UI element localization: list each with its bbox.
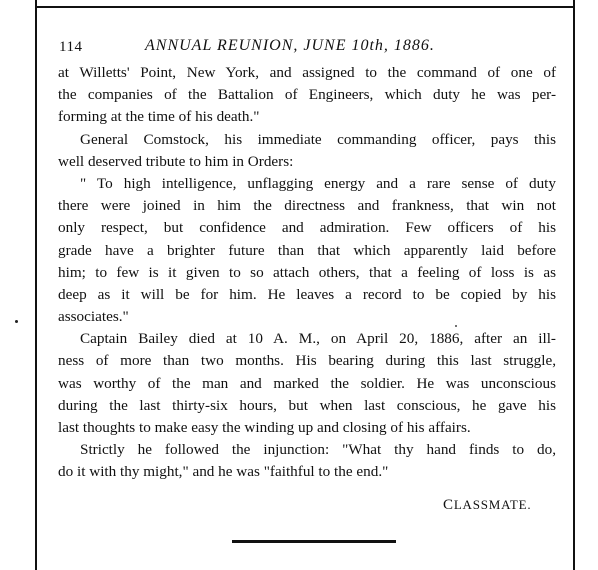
text-line: grade have a brighter future than that which apparently laid before (58, 241, 556, 259)
text-line: deep as it will be for him. He leaves a record to be copied by his (58, 285, 556, 303)
page-frame-left-rule (35, 0, 37, 570)
text-line: at Willetts' Point, New York, and assigned to the command of one of (58, 64, 556, 81)
text-line: associates." (58, 308, 129, 326)
running-title: ANNUAL REUNION, JUNE 10th, 1886. (145, 37, 435, 54)
text-line: ness of more than two months. His bearing during this last struggle, (58, 352, 556, 370)
text-line: only respect, but confidence and admiration. Few officers of his (58, 219, 556, 237)
text-line: do it with thy might," and he was "faithful to the end." (58, 463, 389, 481)
paper-speck (455, 325, 457, 327)
text-line: him; to few is it given to so attach others, that a feeling of loss is as (58, 263, 556, 281)
text-line: was worthy of the man and marked the soldier. He was unconscious (58, 374, 556, 392)
signature-rest: LASSMATE. (453, 497, 532, 512)
body-text (58, 62, 556, 484)
text-line: last thoughts to make easy the winding up and closing of his affairs. (58, 419, 471, 436)
page-frame-top-rule (35, 6, 575, 8)
text-line: Captain Bailey died at 10 A. M., on April 20, 1886, after an ill- (80, 330, 556, 348)
text-line: the companies of the Battalion of Engineers, which duty he was per- (58, 86, 556, 104)
signature (443, 497, 531, 514)
signature-initial: C (443, 497, 454, 513)
text-line: there were joined in him the directness and frankness, that win not (58, 197, 556, 215)
page-frame-right-rule (573, 0, 575, 570)
footer-rule (232, 540, 396, 543)
text-line: during the last thirty-six hours, but when last conscious, he gave his (58, 396, 556, 414)
text-line: " To high intelligence, unflagging energy and a rare sense of duty (80, 174, 556, 192)
text-line: well deserved tribute to him in Orders: (58, 152, 294, 170)
page-number: 114 (59, 39, 83, 55)
margin-mark (15, 320, 18, 323)
page-header (53, 37, 553, 59)
text-line: forming at the time of his death." (58, 108, 260, 126)
text-line: Strictly he followed the injunction: "What thy hand finds to do, (80, 441, 556, 459)
text-line: General Comstock, his immediate commanding officer, pays this (80, 130, 556, 148)
